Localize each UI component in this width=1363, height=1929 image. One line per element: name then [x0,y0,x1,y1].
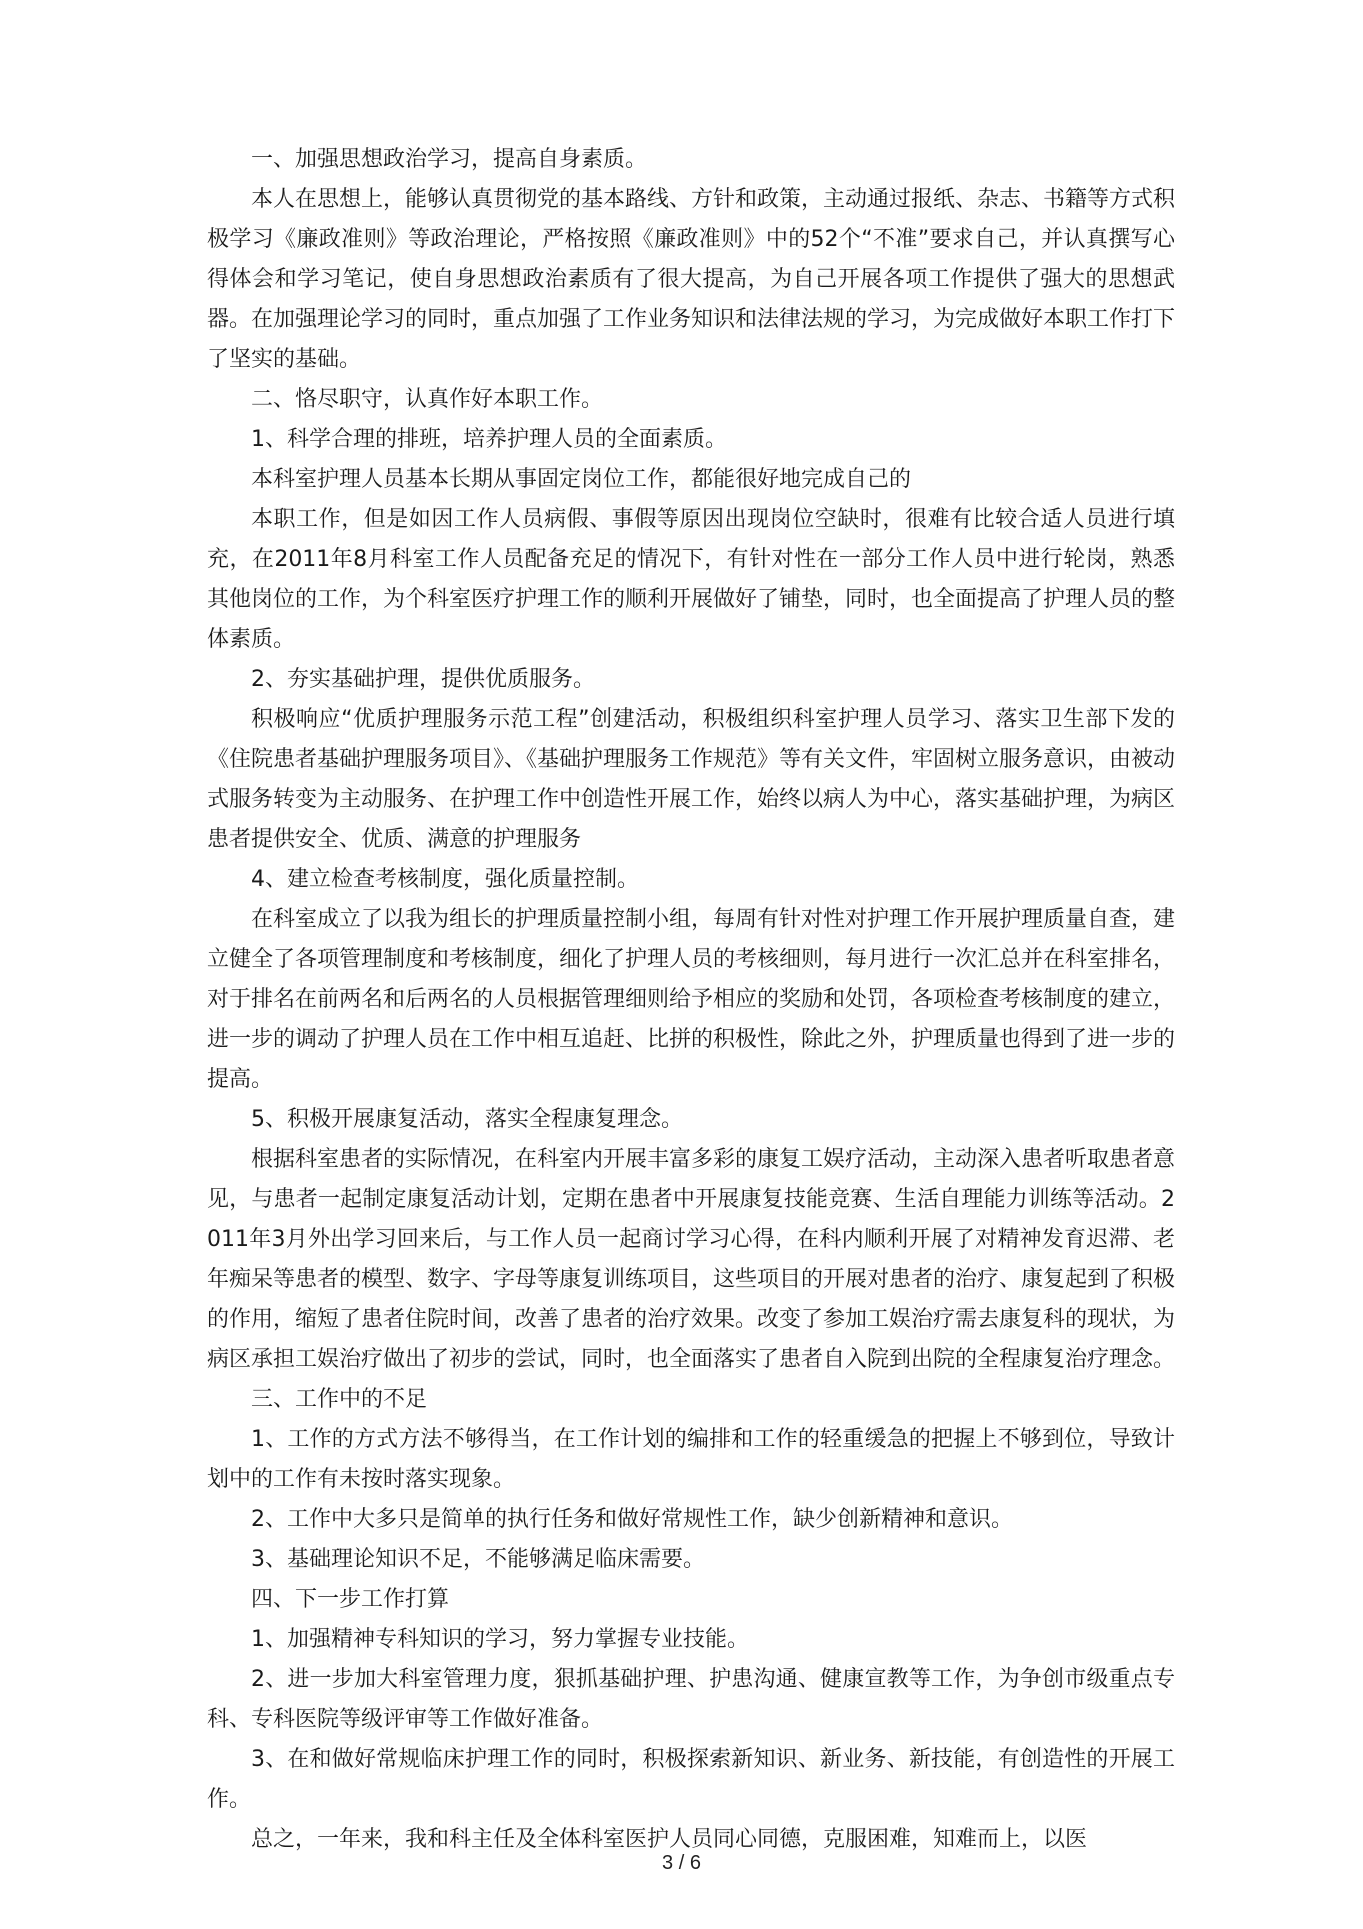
paragraph-heading-4: 四、下一步工作打算 [251,1587,450,1612]
paragraph: 2、进一步加大科室管理力度，狠抓基础护理、护患沟通、健康宣教等工作，为争创市级重点专科、专科医院等级评审等工作做好准备。 [207,1667,1175,1732]
paragraph: 在科室成立了以我为组长的护理质量控制小组，每周有针对性对护理工作开展护理质量自查，建立健全了各项管理制度和考核制度，细化了护理人员的考核细则，每月进行一次汇总并在科室排名，对于排名在前两名和后两名的人员根据管理细则给予相应的奖励和处罚，各项检查考核制度的建立，进一步的调动了护理人员在工作中相互追赶、比拼的积极性，除此之外，护理质量也得到了进一步的提高。 [207,907,1176,1092]
paragraph: 本职工作，但是如因工作人员病假、事假等原因出现岗位空缺时，很难有比较合适人员进行填充，在2011年8月科室工作人员配备充足的情况下，有针对性在一部分工作人员中进行轮岗，熟悉其他岗位的工作，为个科室医疗护理工作的顺利开展做好了铺垫，同时，也全面提高了护理人员的整体素质。 [207,507,1176,652]
paragraph: 1、工作的方式方法不够得当，在工作计划的编排和工作的轻重缓急的把握上不够到位，导致计划中的工作有未按时落实现象。 [207,1427,1175,1492]
paragraph: 2、工作中大多只是简单的执行任务和做好常规性工作，缺少创新精神和意识。 [251,1507,1013,1532]
paragraph-subheading: 2、夯实基础护理，提供优质服务。 [251,667,595,692]
paragraph-heading-1: 一、加强思想政治学习，提高自身素质。 [251,147,648,172]
paragraph-subheading: 4、建立检查考核制度，强化质量控制。 [251,867,639,892]
paragraph-heading-3: 三、工作中的不足 [251,1387,428,1412]
paragraph-subheading: 1、科学合理的排班，培养护理人员的全面素质。 [251,427,727,452]
paragraph: 本科室护理人员基本长期从事固定岗位工作，都能很好地完成自己的 [251,467,912,492]
paragraph: 总之，一年来，我和科主任及全体科室医护人员同心同德，克服困难，知难而上，以医 [251,1827,1088,1852]
paragraph: 根据科室患者的实际情况，在科室内开展丰富多彩的康复工娱疗活动，主动深入患者听取患者意见，与患者一起制定康复活动计划，定期在患者中开展康复技能竞赛、生活自理能力训练等活动。2011年3月外出学习回来后，与工作人员一起商讨学习心得，在科内顺利开展了对精神发育迟滞、老年痴呆等患者的模型、数字、字母等康复训练项目，这些项目的开展对患者的治疗、康复起到了积极的作用，缩短了患者住院时间，改善了患者的治疗效果。改变了参加工娱治疗需去康复科的现状，为病区承担工娱治疗做出了初步的尝试，同时，也全面落实了患者自入院到出院的全程康复治疗理念。 [207,1147,1176,1372]
page-number: 3 / 6 [662,1852,701,1874]
paragraph: 本人在思想上，能够认真贯彻党的基本路线、方针和政策，主动通过报纸、杂志、书籍等方式积极学习《廉政准则》等政治理论，严格按照《廉政准则》中的52个“不准”要求自己，并认真撰写心得体会和学习笔记，使自身思想政治素质有了很大提高，为自己开展各项工作提供了强大的思想武器。在加强理论学习的同时，重点加强了工作业务知识和法律法规的学习，为完成做好本职工作打下了坚实的基础。 [207,187,1176,372]
paragraph: 3、在和做好常规临床护理工作的同时，积极探索新知识、新业务、新技能，有创造性的开展工作。 [207,1747,1175,1812]
document-body [207,140,1175,1860]
paragraph: 1、加强精神专科知识的学习，努力掌握专业技能。 [251,1627,749,1652]
paragraph-heading-2: 二、恪尽职守，认真作好本职工作。 [251,387,604,412]
paragraph-subheading: 5、积极开展康复活动，落实全程康复理念。 [251,1107,683,1132]
paragraph: 3、基础理论知识不足，不能够满足临床需要。 [251,1547,705,1572]
paragraph: 积极响应“优质护理服务示范工程”创建活动，积极组织科室护理人员学习、落实卫生部下发的《住院患者基础护理服务项目》、《基础护理服务工作规范》等有关文件，牢固树立服务意识，由被动式服务转变为主动服务、在护理工作中创造性开展工作，始终以病人为中心，落实基础护理，为病区患者提供安全、优质、满意的护理服务 [207,707,1176,852]
